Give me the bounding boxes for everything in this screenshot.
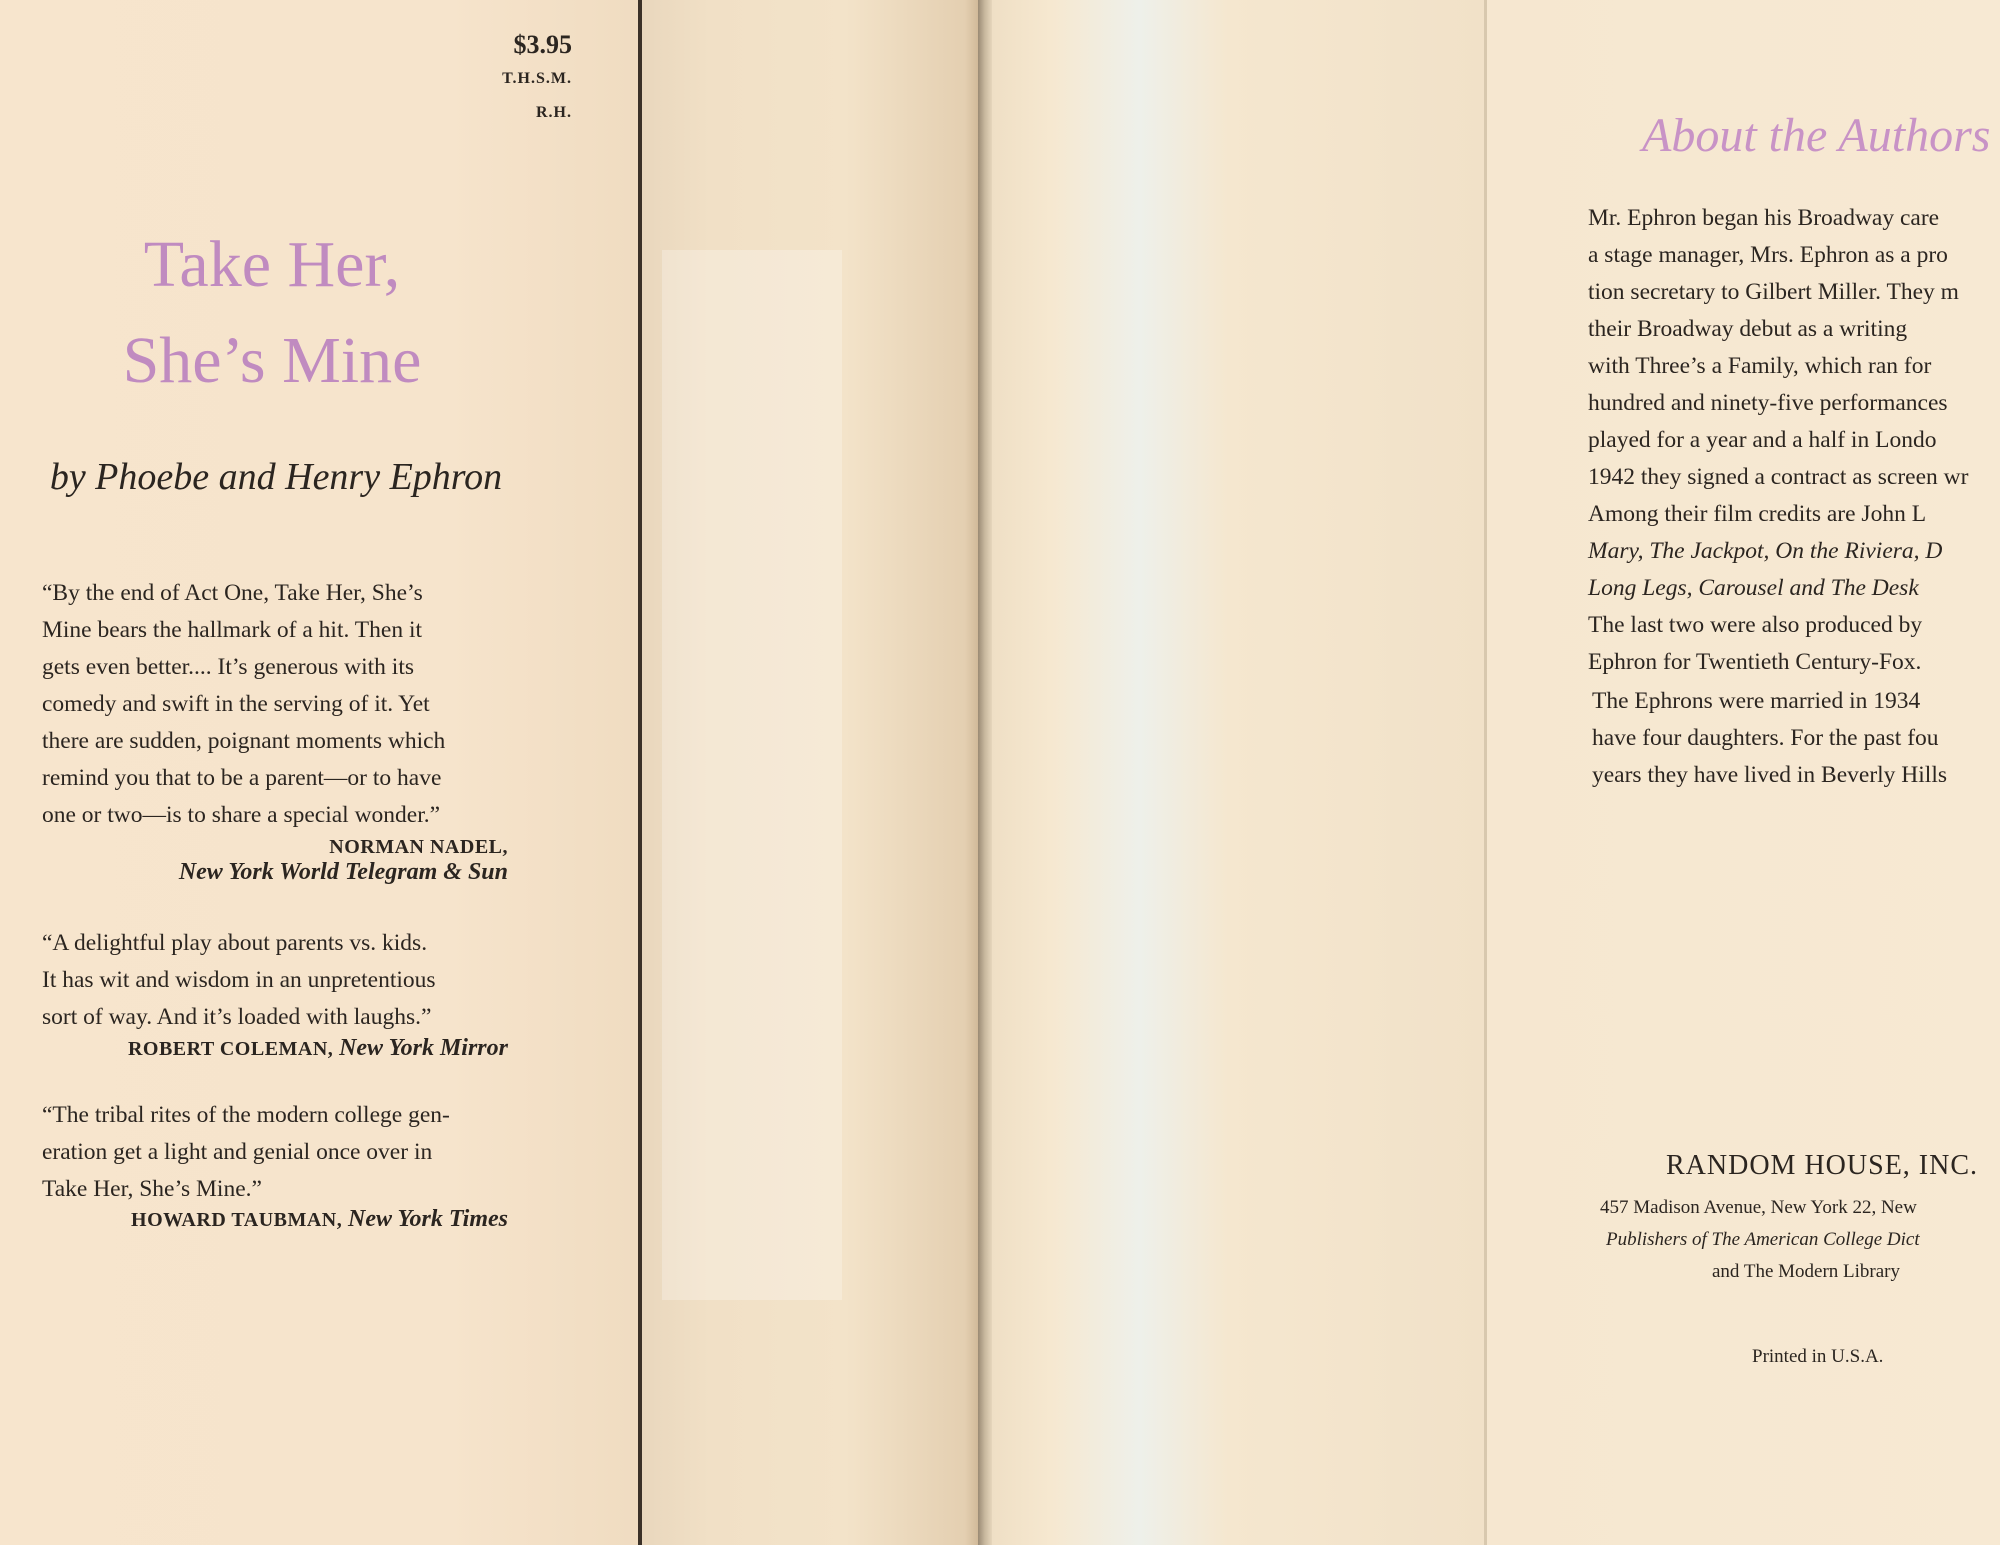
review-attribution-3 [38, 1206, 508, 1233]
about-paragraph-2 [1592, 683, 1947, 794]
quote-line: “A delightful play about parents vs. kids. [42, 930, 428, 956]
about-line: The Ephrons were married in 1934 [1592, 688, 1921, 714]
about-line: Among their film credits are John L [1588, 501, 1927, 527]
review-quote-2 [42, 925, 512, 1036]
about-line: hundred and ninety-five performances [1588, 390, 1948, 416]
quote-line: sort of way. And it’s loaded with laughs.” [42, 1004, 432, 1030]
critic-name: ROBERT COLEMAN, [127, 1038, 334, 1060]
publisher-address-line-1: 457 Madison Avenue, New York 22, New [1600, 1197, 1917, 1218]
about-line: Long Legs, Carousel and The Desk [1588, 575, 1919, 601]
quote-line: eration get a light and genial once over in [42, 1139, 433, 1165]
price: $3.95 [513, 30, 572, 59]
quote-line: remind you that to be a parent—or to have [42, 765, 442, 791]
quote-line: Take Her, She’s Mine.” [42, 1176, 262, 1202]
publisher-address-line-3: and The Modern Library [1712, 1261, 1901, 1282]
about-authors-heading: About the Authors [1642, 109, 1991, 162]
quote-line: It has wit and wisdom in an unpretentious [42, 967, 436, 993]
about-line: played for a year and a half in Londo [1588, 427, 1937, 453]
review-attribution-1 [38, 833, 508, 886]
critic-name: HOWARD TAUBMAN, [131, 1209, 343, 1231]
quote-line: “By the end of Act One, Take Her, She’s [42, 580, 423, 606]
quote-line: comedy and swift in the serving of it. Yet [42, 691, 430, 717]
quote-line: there are sudden, poignant moments which [42, 728, 446, 754]
about-line: with Three’s a Family, which ran for [1588, 353, 1932, 379]
about-paragraph-1 [1588, 200, 1968, 681]
center-fold [978, 0, 992, 1545]
about-line: years they have lived in Beverly Hills [1592, 762, 1948, 788]
about-line: tion secretary to Gilbert Miller. They m [1588, 279, 1959, 305]
publication-name: New York Times [348, 1206, 508, 1232]
about-line: The last two were also produced by [1588, 612, 1923, 638]
quote-line: gets even better.... It’s generous with its [42, 654, 415, 680]
about-line: Mr. Ephron began his Broadway care [1588, 205, 1940, 231]
about-line: a stage manager, Mrs. Ephron as a pro [1588, 242, 1948, 268]
code-line-1: T.H.S.M. [502, 70, 572, 87]
code-line-2: R.H. [536, 104, 572, 121]
book-title-line-2: She’s Mine [122, 324, 422, 397]
review-quote-1 [42, 575, 512, 834]
about-line: Mary, The Jackpot, On the Riviera, D [1588, 538, 1943, 564]
quote-line: Mine bears the hallmark of a hit. Then it [42, 617, 423, 643]
shadow-rectangle [662, 250, 842, 1300]
about-line: have four daughters. For the past fou [1592, 725, 1939, 751]
printed-in-usa: Printed in U.S.A. [1752, 1346, 1884, 1367]
book-title-line-1: Take Her, [143, 228, 401, 301]
publisher-address-line-2: Publishers of The American College Dict [1606, 1229, 1920, 1250]
publication-name: New York World Telegram & Sun [178, 859, 508, 885]
author-byline: by Phoebe and Henry Ephron [49, 456, 503, 498]
publication-name: New York Mirror [339, 1035, 508, 1061]
inner-jacket-left [642, 0, 982, 1545]
inner-jacket-right [992, 0, 1484, 1545]
critic-name: NORMAN NADEL, [329, 836, 508, 858]
quote-line: “The tribal rites of the modern college gen- [42, 1102, 450, 1128]
review-attribution-2 [38, 1035, 508, 1062]
about-line: their Broadway debut as a writing [1588, 316, 1908, 342]
quote-line: one or two—is to share a special wonder.” [42, 802, 441, 828]
publisher-name: RANDOM HOUSE, INC. [1666, 1150, 1979, 1181]
about-line: Ephron for Twentieth Century-Fox. [1588, 649, 1922, 675]
review-quote-3 [42, 1097, 512, 1208]
about-line: 1942 they signed a contract as screen wr [1588, 464, 1969, 490]
